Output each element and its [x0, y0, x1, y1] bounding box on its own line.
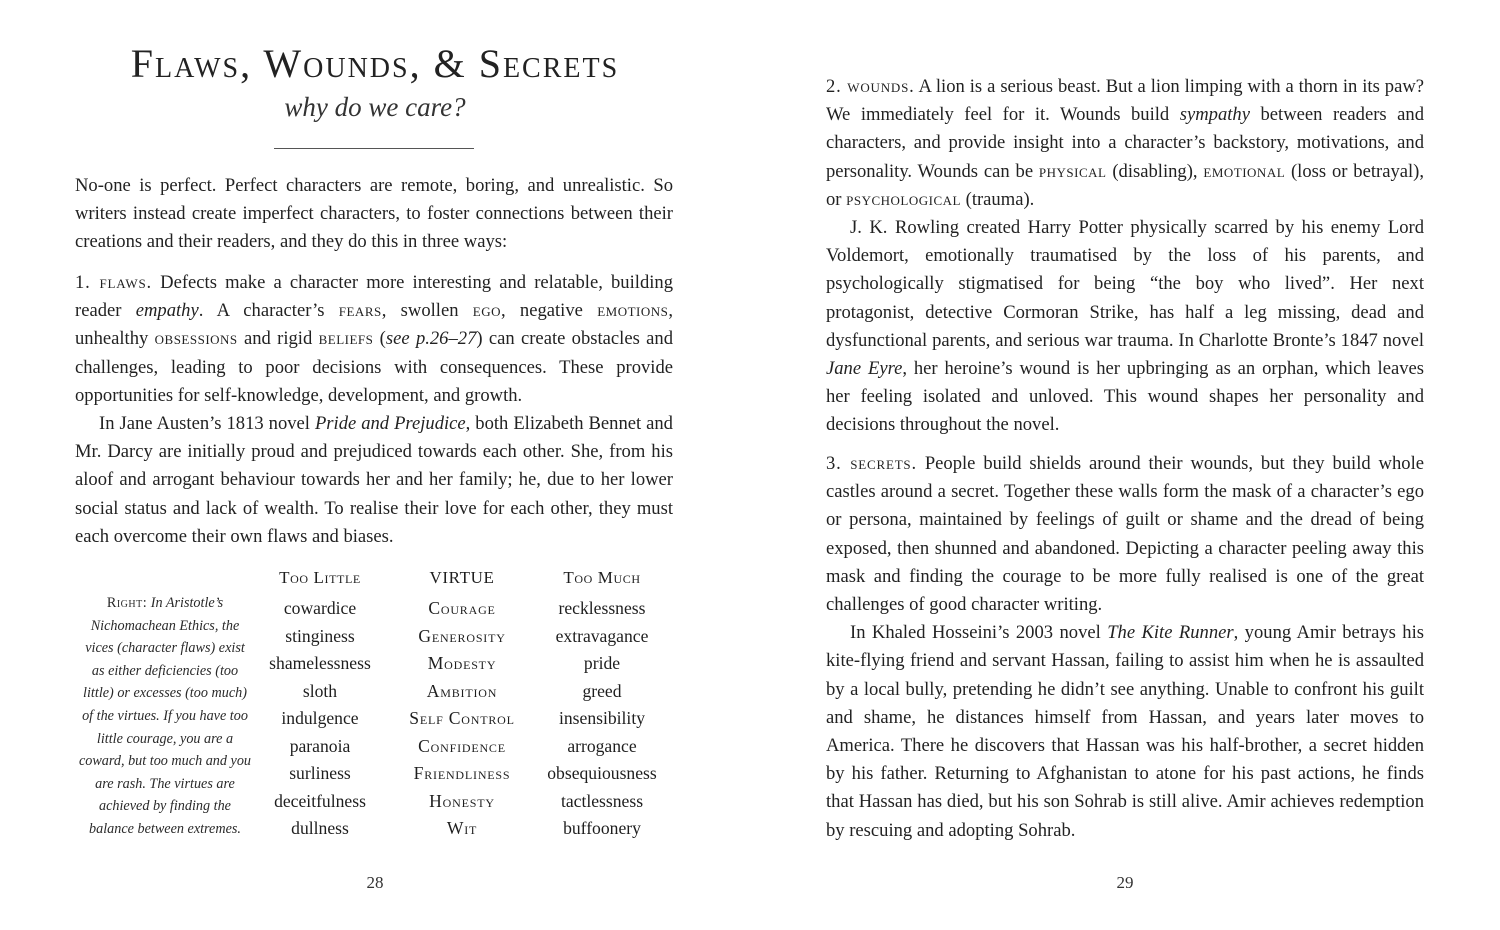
hosseini-text: In Khaled Hosseini’s 2003 novel [850, 622, 1108, 644]
table-cell: buffoonery [563, 818, 641, 838]
table-cell: surliness [289, 763, 351, 783]
table-cell: Confidence [418, 735, 506, 756]
wounds-text: A lion is a serious beast. But a lion limping with a thorn in its paw? We immediately feel for it. Wounds build [826, 76, 1425, 126]
table-cell: dullness [291, 818, 349, 838]
rowling-text: J. K. Rowling created Harry Potter physically scarred by his enemy Lord Voldemort, emotionally traumatised by the loss of his parents, and psychologically stigmatised for being “the boy who lived”. Her next protagonist, detective Cormoran Strike, has half a leg missing, dead and dysfunctional parents, and serious war trauma. In Charlotte Bronte’s 1847 novel [826, 217, 1424, 351]
flaws-text: and rigid [237, 328, 319, 350]
page-number: 29 [1116, 873, 1134, 892]
table-cell: greed [582, 680, 622, 701]
wounds-paragraph [826, 73, 1424, 214]
keyword-obsessions: obsessions [154, 328, 238, 350]
flaws-text: , unhealthy [75, 300, 674, 350]
column-header: VIRTUE [429, 568, 495, 587]
table-cell: pride [583, 653, 621, 673]
rowling-text: , her heroine’s wound is her upbringing as an orphan, which leaves her feeling isolated and unloved. This wound shapes her personality and decisions throughout the novel. [826, 358, 1424, 436]
page-number: 28 [366, 873, 384, 892]
table-cell: Courage [428, 598, 496, 618]
book-title: Jane Eyre [826, 358, 903, 380]
keyword-physical: physical [1038, 160, 1107, 182]
table-cell: Modesty [427, 653, 497, 673]
table-caption [78, 592, 252, 841]
hosseini-paragraph [826, 619, 1424, 845]
page-title: Flaws, Wounds, & Secrets [130, 41, 620, 86]
table-cell: sloth [302, 680, 338, 701]
flaws-text: . A character’s [198, 300, 339, 322]
keyword-psychological: psychological [846, 188, 961, 210]
hosseini-text: , young Amir betrays his kite-flying friend and servant Hassan, failing to assist him when he is assaulted by a local bully, pretending he didn’t see anything. Unable to confront his guilt and shame, he distances himself from Hassan, and years later moves to America. There he discovers that Hassan was his half-brother, a secret hidden by his father. Returning to Afghanistan to atone for his past actions, he finds that Hassan has died, but his son Sohrab is still alive. Amir achieves redemption by rescuing and adopting Sohrab. [826, 622, 1424, 841]
austen-text: In Jane Austen’s 1813 novel [99, 413, 315, 435]
flaws-text: ) can create obstacles and challenges, leading to poor decisions with consequences. These provide opportunities for self-knowledge, development, and growth. [75, 328, 673, 406]
flaws-text: , swollen [381, 300, 473, 322]
wounds-text: (disabling), [1106, 160, 1204, 182]
table-cell: obsequiousness [547, 763, 657, 783]
keyword-fears: fears [338, 300, 382, 322]
table-cell: cowardice [283, 598, 357, 618]
flaws-section [75, 269, 673, 551]
too-much-column [537, 565, 667, 843]
wounds-section [826, 73, 1424, 440]
page-subtitle: why do we care? [284, 92, 466, 122]
rowling-paragraph [826, 214, 1424, 440]
wounds-heading: 2. wounds. [826, 76, 915, 97]
table-cell: arrogance [567, 735, 637, 756]
flaws-heading: 1. flaws. [75, 272, 152, 293]
caption-lead: Right: [106, 595, 148, 611]
austen-paragraph [75, 410, 673, 551]
sympathy-term: sympathy [1179, 104, 1250, 126]
column-header: Too Much [563, 568, 641, 587]
table-cell: Wit [446, 818, 478, 838]
empathy-term: empathy [135, 300, 199, 322]
austen-text: , both Elizabeth Bennet and Mr. Darcy are initially proud and prejudiced towards each other. She, from his aloof and arrogant behaviour towards her and her family; he, due to her lower social status and lack of wealth. To realise their love for each other, they must each overcome their own flaws and biases. [75, 413, 673, 547]
too-little-column [255, 565, 385, 843]
secrets-heading: 3. secrets. [826, 453, 917, 474]
table-cell: deceitfulness [274, 790, 366, 811]
page-reference: see p.26–27 [385, 328, 477, 350]
table-cell: paranoia [289, 735, 351, 756]
table-cell: Self Control [409, 708, 515, 728]
table-cell: recklessness [558, 598, 646, 618]
book-title: The Kite Runner [1107, 622, 1234, 644]
keyword-emotional: emotional [1203, 160, 1286, 182]
title-divider [274, 148, 474, 149]
virtue-column [397, 565, 527, 843]
flaws-text: Defects make a character more interesting and relatable, building reader [75, 272, 673, 322]
table-cell: Honesty [429, 790, 495, 811]
keyword-ego: ego [472, 300, 501, 322]
intro-text: No-one is perfect. Perfect characters are remote, boring, and unrealistic. So writers instead create imperfect characters, to foster connections between their creations and their readers, and they do this in three ways: [75, 175, 673, 253]
wounds-text: between readers and characters, and provide insight into a character’s backstory, motivations, and personality. Wounds can be [826, 104, 1424, 182]
intro-paragraph [75, 172, 673, 257]
table-cell: insensibility [558, 708, 646, 728]
column-header: Too Little [279, 568, 361, 587]
table-cell: Ambition [426, 680, 498, 701]
wounds-text: (loss or betrayal), or [826, 160, 1425, 210]
book-title: Pride and Prejudice [314, 413, 466, 435]
keyword-beliefs: beliefs [318, 328, 374, 350]
flaws-text: ( [373, 328, 386, 350]
table-cell: Generosity [418, 625, 506, 646]
secrets-paragraph [826, 450, 1424, 619]
table-cell: extravagance [555, 625, 649, 646]
secrets-text: People build shields around their wounds, but they build whole castles around a secret. Together these walls form the mask of a character’s ego or persona, maintained by feelings of guilt or shame and the dread of being exposed, then shunned and abandoned. Depicting a character peeling away this mask and finding the courage to be more fully realised is one of the great challenges of good character writing. [826, 453, 1424, 616]
table-cell: stinginess [285, 625, 355, 646]
table-cell: shamelessness [269, 653, 371, 673]
wounds-text: (trauma). [960, 188, 1035, 210]
flaws-text: , negative [501, 300, 598, 322]
table-cell: Friendliness [413, 763, 511, 783]
keyword-emotions: emotions [597, 300, 669, 322]
table-cell: tactlessness [560, 790, 644, 811]
flaws-paragraph [75, 269, 673, 410]
caption-text: In Aristotle’s Nichomachean Ethics, the vices (character flaws) exist as either deficiencies (too little) or excesses (too much) of the virtues. If you have too little courage, you are a coward, but too much and you are rash. The virtues are achieved by finding the balance between extremes. [78, 595, 252, 837]
secrets-section [826, 450, 1424, 845]
table-cell: indulgence [281, 708, 359, 728]
